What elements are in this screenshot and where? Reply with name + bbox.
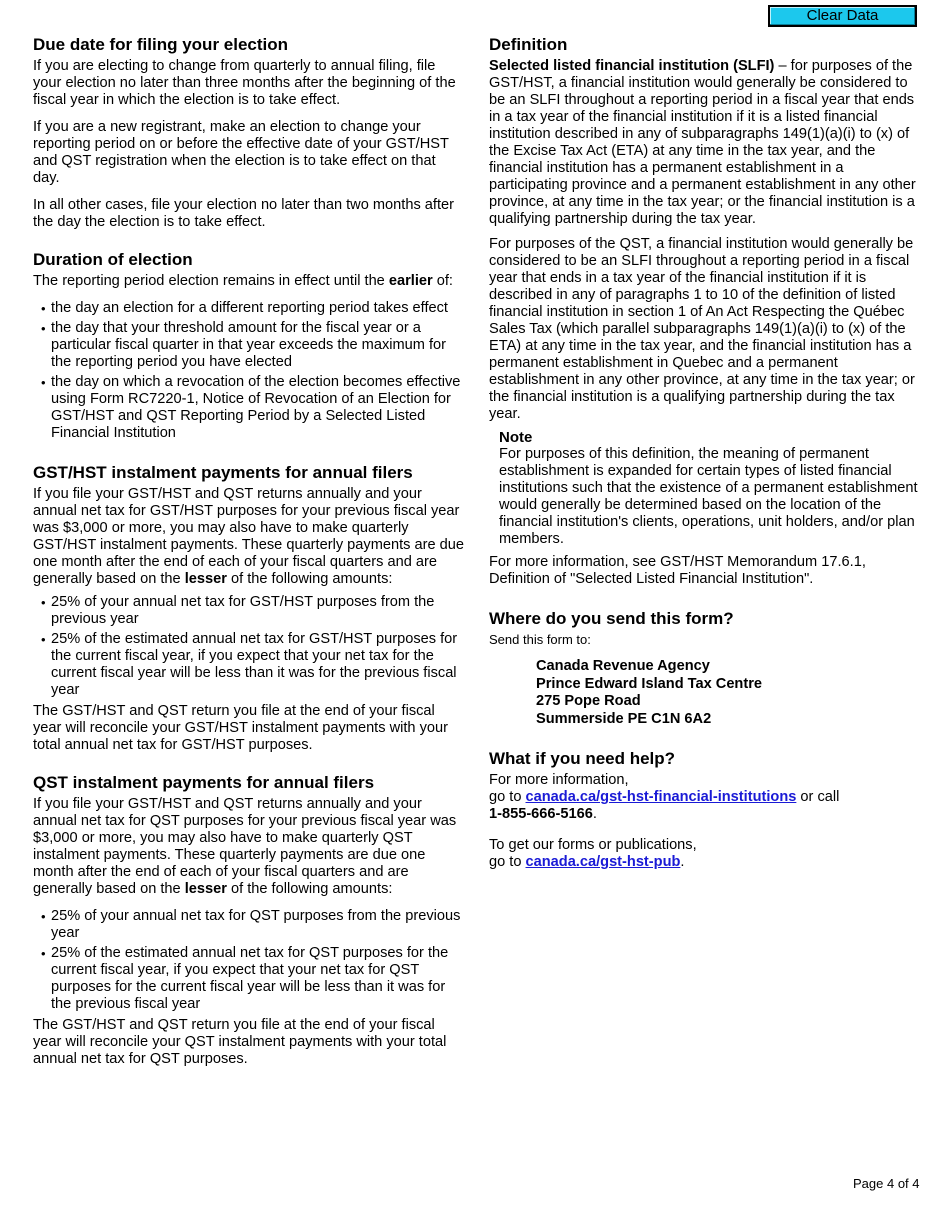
- clear-data-button[interactable]: Clear Data: [768, 5, 917, 27]
- list-item: • 25% of your annual net tax for GST/HST purposes from the previous year: [33, 594, 465, 628]
- help-phone: 1-855-666-5166: [489, 806, 593, 822]
- page-number: Page 4 of 4: [853, 1176, 920, 1191]
- list-item: • the day that your threshold amount for the fiscal year or a particular fiscal quarter in that year exceeds the maximum for the reporting period you have elected: [33, 320, 465, 371]
- gst-instalments-section: [33, 462, 465, 754]
- qst-instalments-closing: The GST/HST and QST return you file at the end of your fiscal year will reconcile your QST instalment payments with your total annual net tax for QST purposes.: [33, 1017, 447, 1067]
- definition-heading: Definition: [489, 35, 568, 54]
- definition-paragraph-1: Selected listed financial institution (SLFI) – for purposes of the GST/HST, a financial institution would generally be considered to be an SLFI throughout a reporting period in a fiscal year that ends in a tax year of the financial institution if it is a listed financial institution described in any of subparagraphs 149(1)(a)(i) to (x) of the Excise Tax Act (ETA) at any time in the tax year, and the financial institution has a permanent establishment in a participating province and a permanent establishment in any other province, at any time in the tax year; or the financial institution is a qualifying partnership during the tax year.: [489, 58, 916, 227]
- help-line-1: For more information,: [489, 772, 629, 788]
- help-heading: What if you need help?: [489, 749, 676, 768]
- qst-instalments-section: [33, 772, 465, 1068]
- send-intro: Send this form to:: [489, 632, 591, 647]
- list-item: • 25% of your annual net tax for QST purposes from the previous year: [33, 908, 465, 942]
- help-line-2: go to canada.ca/gst-hst-financial-institutions or call: [489, 789, 840, 805]
- duration-list: [33, 300, 465, 442]
- definition-paragraph-2: For purposes of the QST, a financial institution would generally be considered to be an SLFI throughout a reporting period in a fiscal year that ends in a tax year of the financial institution if it is described in any of paragraphs 1 to 10 of the definition of listed financial institution in section 1 of An Act Respecting the Québec Sales Tax (which parallel subparagraphs 149(1)(a)(i) to (x) of the ETA) at any time in the tax year, and the financial institution has a permanent establishment in Quebec and a permanent establishment in any other province, at any time in the tax year; or the financial institution is a qualifying partnership during the tax year.: [489, 236, 915, 422]
- duration-heading: Duration of election: [33, 250, 193, 269]
- gst-instalments-list: [33, 594, 465, 699]
- help-phone-line: 1-855-666-5166.: [489, 806, 597, 822]
- qst-instalments-intro: If you file your GST/HST and QST returns annually and your annual net tax for QST purposes for your previous fiscal year was $3,000 or more, you may also have to make quarterly QST instalment payments. These quarterly payments are due one month after the end of each of your fiscal quarters and are generally based on the lesser of the following amounts:: [33, 796, 457, 897]
- due-date-paragraph-3: In all other cases, file your election no later than two months after the day the election is to take effect.: [33, 197, 455, 230]
- send-heading: Where do you send this form?: [489, 609, 734, 628]
- help-section: [489, 748, 921, 871]
- send-section: [489, 608, 921, 728]
- due-date-heading: Due date for filing your election: [33, 35, 289, 54]
- definition-term: Selected listed financial institution (SLFI): [489, 58, 775, 74]
- list-item: • 25% of the estimated annual net tax for GST/HST purposes for the current fiscal year, if you expect that your net tax for the current fiscal year will be less than it was for the previous fiscal year: [33, 631, 465, 699]
- publications-link[interactable]: canada.ca/gst-hst-pub: [525, 854, 681, 870]
- list-item: • 25% of the estimated annual net tax for QST purposes for the current fiscal year, if you expect that your net tax for QST purposes for the current fiscal year will be less than it was for the previous fiscal year: [33, 945, 465, 1013]
- gst-instalments-intro: If you file your GST/HST and QST returns annually and your annual net tax for GST/HST purposes for your previous fiscal year was $3,000 or more, you may also have to make quarterly GST/HST instalment payments. These quarterly payments are due one month after the end of each of your fiscal quarters and are generally based on the lesser of the following amounts:: [33, 486, 464, 587]
- qst-instalments-heading: QST instalment payments for annual filers: [33, 773, 375, 792]
- list-item: • the day an election for a different reporting period takes effect: [33, 300, 465, 317]
- address-line: Summerside PE C1N 6A2: [536, 710, 712, 727]
- due-date-paragraph-1: If you are electing to change from quarterly to annual filing, file your election no later than three months after the beginning of the fiscal year in which the election is to take effect.: [33, 58, 456, 108]
- gst-instalments-heading: GST/HST instalment payments for annual filers: [33, 463, 413, 482]
- duration-intro: The reporting period election remains in effect until the earlier of:: [33, 273, 453, 289]
- note-text: For purposes of this definition, the meaning of permanent establishment is expanded for certain types of listed financial institutions such that the existence of a permanent establishment would generally be determined based on the location of the financial institution's clients, operations, unit holders, and/or plan members.: [499, 446, 918, 547]
- gst-instalments-closing: The GST/HST and QST return you file at the end of your fiscal year will reconcile your GST/HST instalment payments with your total annual net tax for GST/HST purposes.: [33, 703, 448, 753]
- duration-section: [33, 249, 465, 442]
- left-column: [33, 34, 465, 1068]
- address-line: 275 Pope Road: [536, 693, 641, 709]
- definition-more-info: For more information, see GST/HST Memorandum 17.6.1, Definition of "Selected Listed Financial Institution".: [489, 554, 866, 587]
- definition-note: [499, 429, 921, 548]
- list-item: • the day on which a revocation of the election becomes effective using Form RC7220-1, Notice of Revocation of an Election for GST/HST and QST Reporting Period by a Selected Listed Financial Institution: [33, 374, 465, 442]
- qst-instalments-list: [33, 908, 465, 1013]
- address-line: Prince Edward Island Tax Centre: [536, 675, 763, 692]
- right-column: [489, 34, 921, 871]
- financial-institutions-link[interactable]: canada.ca/gst-hst-financial-institutions: [525, 789, 797, 805]
- address-line: Canada Revenue Agency: [536, 658, 710, 674]
- mailing-address: [536, 658, 921, 728]
- help-line-3: To get our forms or publications,: [489, 837, 697, 853]
- note-heading: Note: [499, 429, 533, 446]
- help-line-4: go to canada.ca/gst-hst-pub.: [489, 854, 685, 870]
- due-date-paragraph-2: If you are a new registrant, make an election to change your reporting period on or before the effective date of your GST/HST and QST registration when the election is to take effect on that day.: [33, 119, 449, 186]
